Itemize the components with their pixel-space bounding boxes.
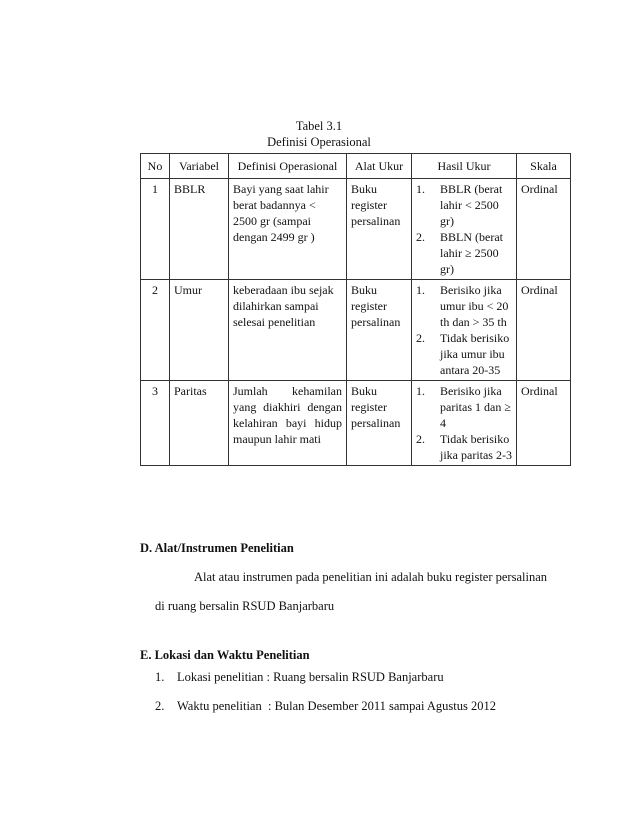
list-item: 2. Waktu penelitian : Bulan Desember 2011 sampai Agustus 2012 [155, 699, 496, 713]
definition-table [140, 153, 571, 466]
cell-definisi: Bayi yang saat lahir berat badannya < 2500 gr (sampai dengan 2499 gr ) [229, 179, 347, 280]
cell-hasil-ukur [412, 179, 517, 280]
header-definisi: Definisi Operasional [229, 154, 347, 179]
list-item: 2. Tidak berisiko jika paritas 2-3 [416, 432, 512, 462]
header-alat-ukur: Alat Ukur [347, 154, 412, 179]
table-title: Definisi Operasional [267, 135, 371, 149]
cell-hasil-ukur [412, 381, 517, 466]
list-item: 2. BBLN (berat lahir ≥ 2500 gr) [416, 230, 503, 276]
cell-skala: Ordinal [517, 280, 571, 381]
list-item: 1. Berisiko jika paritas 1 dan ≥ 4 [416, 384, 511, 430]
cell-variabel: Umur [170, 280, 229, 381]
cell-skala: Ordinal [517, 381, 571, 466]
section-e-heading: E. Lokasi dan Waktu Penelitian [140, 648, 310, 662]
header-no: No [141, 154, 170, 179]
cell-definisi: Jumlah kehamilan yang diakhiri dengan kelahiran bayi hidup maupun lahir mati [229, 381, 347, 466]
cell-alat-ukur: Buku register persalinan [347, 381, 412, 466]
section-d-paragraph-line1: Alat atau instrumen pada penelitian ini adalah buku register persalinan [194, 570, 548, 584]
table-row [141, 381, 571, 466]
cell-no: 2 [141, 280, 170, 381]
section-d-paragraph-line2: di ruang bersalin RSUD Banjarbaru [155, 599, 335, 613]
table-number: Tabel 3.1 [295, 119, 343, 133]
list-item: 1. Lokasi penelitian : Ruang bersalin RSUD Banjarbaru [155, 670, 444, 684]
cell-definisi: keberadaan ibu sejak dilahirkan sampai selesai penelitian [229, 280, 347, 381]
header-hasil-ukur: Hasil Ukur [412, 154, 517, 179]
list-item: 2. Tidak berisiko jika umur ibu antara 20-35 [416, 331, 510, 377]
cell-alat-ukur: Buku register persalinan [347, 179, 412, 280]
header-variabel: Variabel [170, 154, 229, 179]
cell-variabel: BBLR [170, 179, 229, 280]
cell-alat-ukur: Buku register persalinan [347, 280, 412, 381]
cell-no: 3 [141, 381, 170, 466]
list-item: 1. Berisiko jika umur ibu < 20 th dan > 35 th [416, 283, 509, 329]
cell-variabel: Paritas [170, 381, 229, 466]
cell-hasil-ukur [412, 280, 517, 381]
table-header-row [141, 154, 571, 179]
cell-skala: Ordinal [517, 179, 571, 280]
list-item: 1. BBLR (berat lahir < 2500 gr) [416, 182, 503, 228]
header-skala: Skala [517, 154, 571, 179]
cell-no: 1 [141, 179, 170, 280]
table-row [141, 179, 571, 280]
section-d-heading: D. Alat/Instrumen Penelitian [140, 541, 294, 555]
table-row [141, 280, 571, 381]
